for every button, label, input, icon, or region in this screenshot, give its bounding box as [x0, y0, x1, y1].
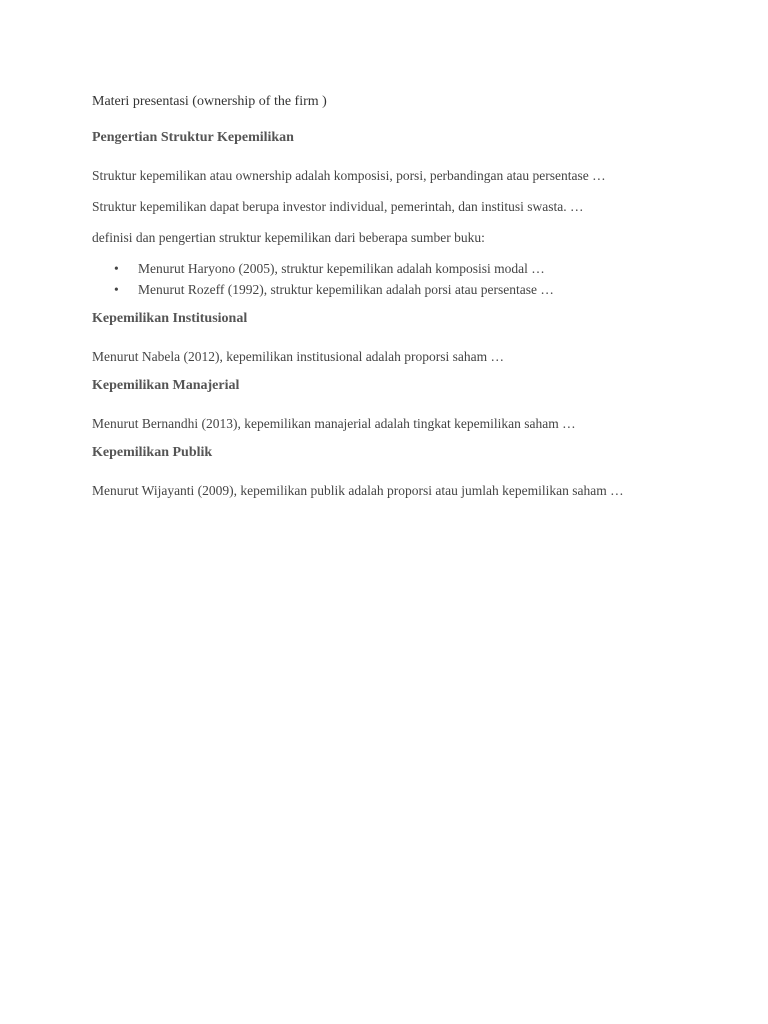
section-institusional [92, 311, 680, 366]
list-item-text: Menurut Rozeff (1992), struktur kepemilikan adalah porsi atau persentase … [138, 282, 554, 297]
section-heading: Pengertian Struktur Kepemilikan [92, 130, 294, 145]
section-publik [92, 445, 680, 500]
paragraph: Menurut Wijayanti (2009), kepemilikan publik adalah proporsi atau jumlah kepemilikan saham … [92, 483, 624, 498]
section-heading: Kepemilikan Manajerial [92, 378, 240, 393]
bullet-icon: • [114, 282, 119, 297]
section-heading: Kepemilikan Publik [92, 445, 213, 460]
paragraph: Struktur kepemilikan dapat berupa investor individual, pemerintah, dan institusi swasta. … [92, 199, 584, 214]
paragraph: Menurut Nabela (2012), kepemilikan institusional adalah proporsi saham … [92, 349, 505, 364]
bullet-icon: • [114, 261, 119, 276]
list-item [92, 280, 680, 299]
section-struktur [92, 130, 680, 299]
definition-list [92, 259, 680, 299]
paragraph: Struktur kepemilikan atau ownership adalah komposisi, porsi, perbandingan atau persentase … [92, 168, 606, 183]
list-item [92, 259, 680, 278]
section-manajerial [92, 378, 680, 433]
paragraph: definisi dan pengertian struktur kepemilikan dari beberapa sumber buku: [92, 230, 485, 245]
list-item-text: Menurut Haryono (2005), struktur kepemilikan adalah komposisi modal … [138, 261, 545, 276]
document-title: Materi presentasi (ownership of the firm ) [92, 94, 327, 109]
section-heading: Kepemilikan Institusional [92, 311, 248, 326]
paragraph: Menurut Bernandhi (2013), kepemilikan manajerial adalah tingkat kepemilikan saham … [92, 416, 576, 431]
